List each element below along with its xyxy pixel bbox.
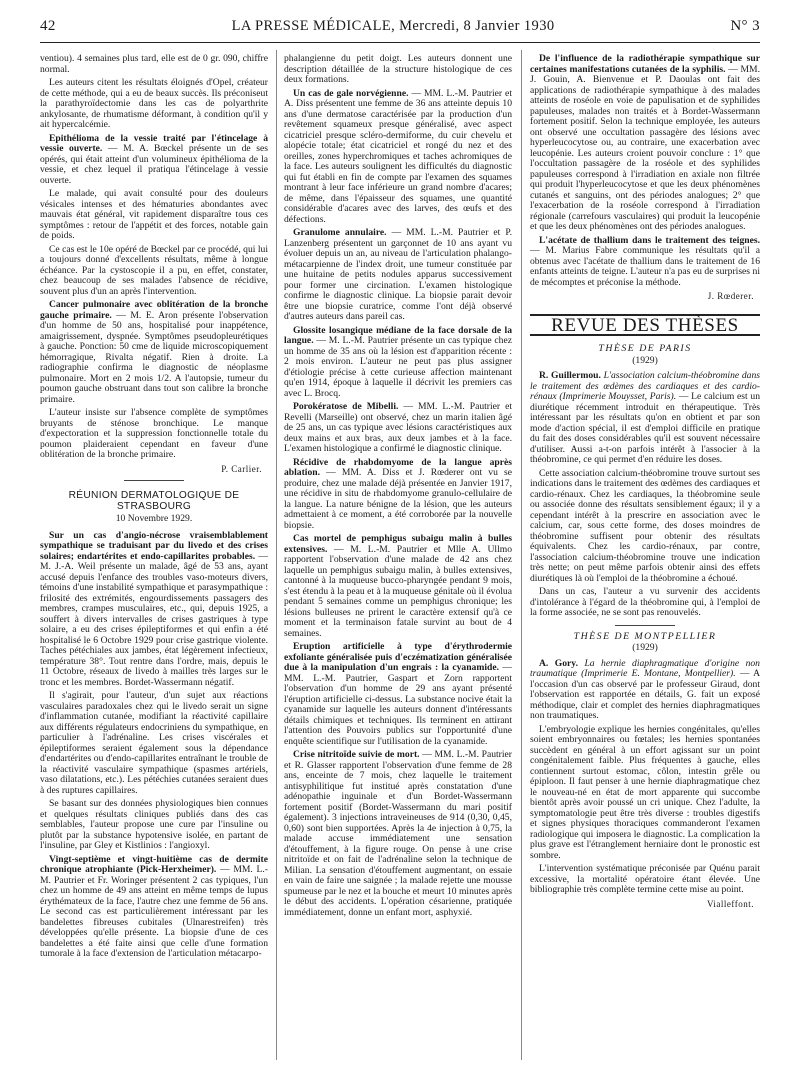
divider xyxy=(615,625,675,626)
signature: Vialleffont. xyxy=(706,898,754,909)
signature: P. Carlier. xyxy=(221,463,262,474)
article-title: L'acétate de thallium dans le traitement des teignes. xyxy=(539,234,760,246)
paragraph: Le malade, qui avait consulté pour des douleurs vésicales intenses et des hématuries abondantes avec mauvais état général, vit rapidement disparaître tous ces symptômes : retour de l'appétit et des forces, notable gain de poids. xyxy=(40,188,268,241)
article xyxy=(40,300,268,405)
thesis-city-heading: THÈSE DE MONTPELLIER xyxy=(573,630,717,642)
thesis-review xyxy=(530,371,760,466)
article xyxy=(284,228,512,323)
article-title: Cancer pulmonaire avec oblitération de la bronche gauche primaire. xyxy=(40,299,268,321)
article xyxy=(284,750,512,918)
issue-number: N° 3 xyxy=(730,18,760,34)
article xyxy=(284,89,512,226)
article-body: — M. E. Aron présente l'observation d'un homme de 50 ans, hospitalisé pour inappétence, amaigrissement, dyspnée. Symptômes pseudopleurétiques à gauche. Ponction: 50 cme de liquide microscopiquement hémorragique, Rivalta négatif. Rien à droite. La radiographie confirma le diagnostic de néoplasme pulmonaire. Mort en 2 mois 1/2. A l'autopsie, tumeur du poumon gauche obstruant dans tout son calibre la bronche primaire. xyxy=(40,309,268,405)
paragraph: Ce cas est le 10e opéré de Bœckel par ce procédé, qui lui a toujours donné d'excellents résultats, même à longue échéance. Par la cystoscopie il a pu, en effet, constater, chez beaucoup de ses malades l'absence de récidive, souvent plus d'un an après l'intervention. xyxy=(40,243,268,297)
journal-title: LA PRESSE MÉDICALE, Mercredi, 8 Janvier 1930 xyxy=(231,18,555,34)
article-body: — M. L.-M. Pautrier et Mlle A. Ullmo rapportent l'observation d'une malade de 42 ans chez laquelle un pemphigus subaigu malin, à bulles extensives, cantonné à la muqueuse bucco-pharyngée pendant 9 mois, s'est étendu à la peau et à la muqueuse génitale où il évolua pendant 5 semaines comme un pemphigus chronique; les lésions bulleuses ne prirent le caractère extensif qu'à ce moment et la terminaison fatale survint au bout de 4 semaines. xyxy=(284,543,512,639)
article-title: Epithélioma de la vessie traité par l'étincelage à vessie ouverte. xyxy=(40,132,268,154)
column-divider xyxy=(276,50,277,1060)
article-title: Granulome annulaire. xyxy=(293,227,387,238)
article xyxy=(40,855,268,960)
section-heading: RÉUNION DERMATOLOGIQUE DE STRASBOURG xyxy=(68,490,240,512)
signature: J. Rœderer. xyxy=(707,291,754,301)
article-title: Crise nitritoïde suivie de mort. xyxy=(293,749,420,760)
paragraph: L'auteur insiste sur l'absence complète de symptômes bruyants de sténose bronchique. Le manque d'expectoration et la suppression fonctionnelle totale du poumon plaideraient cependant en faveur d'une oblitération de la bronche primaire. xyxy=(40,407,268,460)
thesis-city-heading: THÈSE DE PARIS xyxy=(598,343,692,354)
page-header xyxy=(40,18,760,40)
article-title: Un cas de gale norvégienne. xyxy=(293,87,409,99)
article-title: Sur un cas d'angio-nécrose vraisemblablement sympathique se traduisant par du livedo et des crises solaires; endartérites et endo-capillarites probables. xyxy=(40,529,268,562)
thesis-title: La hernie diaphragmatique d'origine non traumatique xyxy=(530,657,760,679)
article-body: — MM. L.-M. Pautrier et R. Glasser rapportent l'observation d'une femme de 28 ans, enceinte de 7 mois, chez laquelle le traitement antisyphilitique fut institué après constatation d'une adénopathie inguinale et d'un Bordet-Wassermann fortement positif (Bordet-Wassermann du mari positif également). 3 injections intraveineuses de 914 (0,30, 0,45, 0,60) sont bien supportées. Après la 4e injection à 0,75, la malade accuse immédiatement une sensation d'étouffement, à la figure rouge. On pense à une crise nitritoïde et on fait de l'adrénaline selon la technique de Milian. La sensation d'étouffement augmentant, on essaie en vain de faire une saignée ; la malade rejette une mousse spumeuse par le nez et la bouche et meurt 10 minutes après le début des accidents. L'opération césarienne, pratiquée immédiatement, donne un enfant mort, asphyxié. xyxy=(284,749,512,918)
divider xyxy=(124,480,184,481)
paragraph: Dans un cas, l'auteur a vu survenir des accidents d'intolérance à l'égard de la théobromine qui, à l'emploi de la forme associée, ne se sont pas renouvelés. xyxy=(530,586,760,618)
column-3 xyxy=(530,54,760,1059)
paragraph: ventiou). 4 semaines plus tard, elle est de 0 gr. 090, chiffre normal. xyxy=(40,54,268,75)
thesis-title: L'association calcium-théobromine dans le traitement des œdèmes des cardiaques et des cardio-rénaux xyxy=(530,370,760,402)
article-title: Vingt-septième et vingt-huitième cas de dermite chronique atrophiante (Pick-Herxheimer). xyxy=(40,853,268,875)
thesis-year: (1929) xyxy=(632,642,658,653)
article xyxy=(284,534,512,639)
article xyxy=(40,134,268,187)
thesis-body: — A l'occasion d'un cas observé par le professeur Giraud, dont l'observation est rapportée en détails, G. fait un exposé méthodique, clair et complet des hernies diaphragmatiques non traumatiques. xyxy=(530,668,760,721)
thesis-publisher: (Imprimerie Mouysset, Paris). xyxy=(556,391,677,402)
article xyxy=(530,54,760,233)
paragraph: Les auteurs citent les résultats éloignés d'Opel, créateur de cette méthode, qui a eu de beaux succès. Ils préconiseut la parathyroïdectomie dans les cas de polyarthrite ankylosante, de rhumatisme déformant, à condition qu'il y ait hypercalcémie. xyxy=(40,77,268,130)
article-body: — MM. L.-M. Pautrier et Fr. Woringer présentent 2 cas typiques, l'un chez un homme de 49 ans atteint en même temps de lupus érythémateux de la face, l'autre chez une femme de 56 ans. Le second cas est particulièrement intéressant par les bandelettes fibreuses cubitales (Ulnarestreifen) très développées qu'elle présente. La biopsie d'une de ces bandelettes a été faite ainsi que celle d'une formation tumorale à la face d'extension de l'articulation métacarpo- xyxy=(40,864,268,959)
article xyxy=(284,326,512,400)
article xyxy=(284,402,512,455)
article xyxy=(284,458,512,532)
article-body: — MM. L.-M. Pautrier et A. Diss présentent une femme de 36 ans atteinte depuis 10 ans d'une dermatose caractérisée par la production d'un revêtement squameux presque généralisé, avec aspect cicatriciel presque scléro-dermiforme, du cuir chevelu et alopécie totale; état cicatriciel et rongé du nez et des oreilles, zones hyperchromiques et taches achromiques de la face. Les auteurs soulignent les difficultés du diagnostic qui fut établi en fin de compte par l'examen des squames montrant à leur face inférieure un grand nombre d'acares; de même, dans l'épaisseur des squames, une quantité considérable d'acares avec des larves, des œufs et des défections. xyxy=(284,87,512,225)
paragraph: phalangienne du petit doigt. Les auteurs donnent une description détaillée de la structure histologique de ces deux formations. xyxy=(284,54,512,85)
article-title: Cas mortel de pemphigus subaigu malin à bulles extensives. xyxy=(284,533,512,555)
article-title: Porokératose de Mibelli. xyxy=(293,401,399,412)
article-title: De l'influence de la radiothérapie sympathique sur certaines manifestations cutanées de la syphilis. xyxy=(530,54,760,75)
article-body: — MM. L.-M. Pautrier, Gaspart et Zorn rapportent l'observation d'un homme de 29 ans ayant présenté l'éruption artificielle ci-dessus. La substance nocive était la cyanamide sur laquelle les auteurs donnent d'intéressants détails chimiques et techniques. Ils terminent en attirant l'attention des Pouvoirs publics sur l'opportunité d'une enquête scientifique sur l'utilisation de la cyanamide. xyxy=(284,662,512,747)
article-body: — M. L.-M. Pautrier présente un cas typique chez un homme de 35 ans où la lésion est d'apparition récente : 2 mois environ. L'auteur ne peut pas plus assigner d'étiologie précise à cette curieuse affection maintenant qu'en 1914, époque à laquelle il décrivit les premiers cas avec L. Brocq. xyxy=(284,335,512,399)
header-rule xyxy=(40,42,760,43)
article-body: — MM. A. Diss et J. Rœderer ont vu se produire, chez une malade déjà présentée en Janvier 1917, une récidive in situ de rhabdomyome granulo-cellulaire de la langue. La nature bénigne de la lésion, que les auteurs admettaient à ce moment, a été corroborée par la nouvelle biopsie. xyxy=(284,467,512,531)
article-title: Glossite losangique médiane de la face dorsale de la langue. xyxy=(284,324,512,346)
revue-des-theses-heading: REVUE DES THÈSES xyxy=(530,314,760,337)
column-2 xyxy=(284,54,512,1059)
article-body: — M. Marius Fabre communique les résultats qu'il a obtenus avec l'acétate de thallium dans le traitement de 16 enfants atteints de teigne. L'auteur n'a pas eu de surprises ni de mécomptes et préconise la méthode. xyxy=(530,245,760,288)
thesis-review xyxy=(530,659,760,722)
paragraph: L'embryologie explique les hernies congénitales, qu'elles soient embryonnaires ou fœtales; les hernies spontanées succèdent en général à un effort agissant sur un point congénitalement faible. Plus fréquentes à gauche, elles contiennent surtout estomac, côlon, intestin grêle ou épiploon. Il faut penser à une hernie diaphragmatique chez le nouveau-né en état de mort apparente qui succombe bientôt après avoir poussé un cri unique. Chez l'adulte, la symptomatologie peut être très diverse : troubles digestifs et signes physiques thoraciques commanderont l'examen radiologique qui imposera le diagnostic. La complication la plus grave est l'étranglement herniaire dont le pronostic est sombre. xyxy=(530,723,760,861)
article-title: Eruption artificielle à type d'érythrodermie exfoliante généralisée puis d'eczématization généralisée due à la manipulation d'un engrais : la cyanamide. xyxy=(284,641,512,673)
thesis-author: R. Guillermou. xyxy=(539,370,601,381)
article xyxy=(530,236,760,289)
column-1 xyxy=(40,54,268,1059)
thesis-publisher: (Imprimerie E. Montane, Montpellier). xyxy=(576,668,736,679)
article-body: — MM. L.-M. Pautrier et P. Lanzenberg présentent un garçonnet de 10 ans ayant vu évoluer depuis un an, au niveau de l'articulation phalango-métacarpienne de l'index droit, une tumeur constituée par une huitaine de petits nodules apparus successivement pour former une circination. L'examen histologique confirme le diagnostic clinique. La biopsie parait devoir être une biopsie curatrice, comme l'ont déjà observé d'autres auteurs dans pareil cas. xyxy=(284,227,512,322)
page-number: 42 xyxy=(40,18,56,34)
paragraph: Il s'agirait, pour l'auteur, d'un sujet aux réactions vasculaires paradoxales chez qui le livedo serait un signe d'inflammation cutanée, modifiant la réactivité capillaire aux différents régulateurs endocriniens du sympathique, en particulier à l'adrénaline. Les crises viscérales et épileptiformes seraient également sous la dépendance d'endartérites ou d'endo-capillarites entraînant le trouble de la réactivité vasculaire sympathique (spasmes artériels, vaso dilatations, etc.). Les pétéchies cutanées seraient dues à des ruptures capillaires. xyxy=(40,690,268,796)
section-date: 10 Novembre 1929. xyxy=(115,513,193,524)
thesis-body: — Le calcium est un diurétique récemment introduit en thérapeutique. Très intéressant par les résultats qu'on en obtient et par son mode d'action spécial, il est d'emploi difficile en pratique du fait des doses considérables qu'il est souvent nécessaire d'utiliser. Aussi a-t-on parfois intérêt à l'associer à la théobromine, ce qui permet d'en réduire les doses. xyxy=(530,391,760,465)
paragraph: Se basant sur des données physiologiques bien connues et quelques résultats cliniques publiés dans des cas semblables, l'auteur propose une cure par l'insuline ou plutôt par la substance hypotensive isolée, en partant de l'insuline, par Gley et Kistlinios : l'angioxyl. xyxy=(40,798,268,851)
article-body: — M. J.-A. Weil présente un malade, âgé de 53 ans, ayant accusé depuis l'enfance des troubles vaso-moteurs divers, témoins d'une instabilité sympathique et parasympathique : frilosité des extrémités, engourdissements passagers des membres, crampes musculaires, etc., qui, depuis 1925, a souffert à divers intervalles de crises gastriques à type solaire, a eu des crises épileptiformes et qui enfin a été hospitalisé le 6 Octobre 1929 pour crise gastrique violente. Taches pétéchiales aux jambes, état légèrement infectieux, température 38°. Tout rentre dans l'ordre, mais, depuis le 11 Octobre, réseaux de livedo à mailles très larges sur le tronc et les membres. Bordet-Wassermann négatif. xyxy=(40,550,268,688)
article-body: — MM. J. Gouin, A. Bienvenue et P. Daoulas ont fait des applications de radiothérapie sympathique à des malades atteints de roséole en voie de papulisation et de syphilides papuleuses, malades non traités et à Bordet-Wassermann fortement positif. Selon la technique employée, les auteurs ont observé une occultation passagère des lésions avec hyperleucocytose ou, au contraire, une exacerbation avec leucopénie. Les auteurs croient pouvoir conclure : 1° que l'occultation passagère de la roséole et des syphilides papuleuses correspond à l'irradiation en axiale non filtrée qui produit l'hyperleucocytose et que les deux phénomènes cutanés et sanguins, ont des périodes analogues; 2° que l'exacerbation de la roséole correspond à l'irradiation régionale (carrefours vasculaires) qui produit la leucopénie et que les deux phénomènes ont des périodes analogues. xyxy=(530,63,760,232)
article-title: Récidive de rhabdomyome de la langue après ablation. xyxy=(284,456,512,478)
thesis-year: (1929) xyxy=(632,354,658,366)
article xyxy=(284,642,512,747)
paragraph: Cette association calcium-théobromine trouve surtout ses indications dans le traitement des œdèmes des cardiaques et cardio-rénaux. Chez les cardiaques, la théobromine seule ou associée donne des résultats sensiblement égaux; il y a cependant intérêt à la prescrire en association avec le calcium, car, sous cette forme, des doses moindres de théobromine suffisent pour obtenir des résultats équivalents. Chez les cardio-rénaux, par contre, l'association calcium-théobromine trouve une indication très nette; on peut même parfois obtenir ainsi des effets diurétiques là où l'emploi de la théobromine a échoué. xyxy=(530,467,760,584)
article-body: — M. A. Bœckel présente un de ses opérés, qui était atteint d'un volumineux épithélioma de la vessie, et chez lequel il pratiqua l'étincelage à vessie ouverte. xyxy=(40,143,268,186)
article xyxy=(40,531,268,689)
column-divider xyxy=(521,50,522,1060)
article-body: — MM. L.-M. Pautrier et Revelli (Marseille) ont observé, chez un marin italien âgé de 25 ans, un cas typique avec lésions caractéristiques aux deux mains et aux bras, aux deux jambes et à la face. L'examen histologique a confirmé le diagnostic clinique. xyxy=(284,401,512,454)
paragraph: L'intervention systématique préconisée par Quénu parait excessive, la mortalité opératoire étant élevée. Une bibliographie très complète termine cette mise au point. xyxy=(530,863,760,895)
thesis-author: A. Gory. xyxy=(539,657,578,669)
